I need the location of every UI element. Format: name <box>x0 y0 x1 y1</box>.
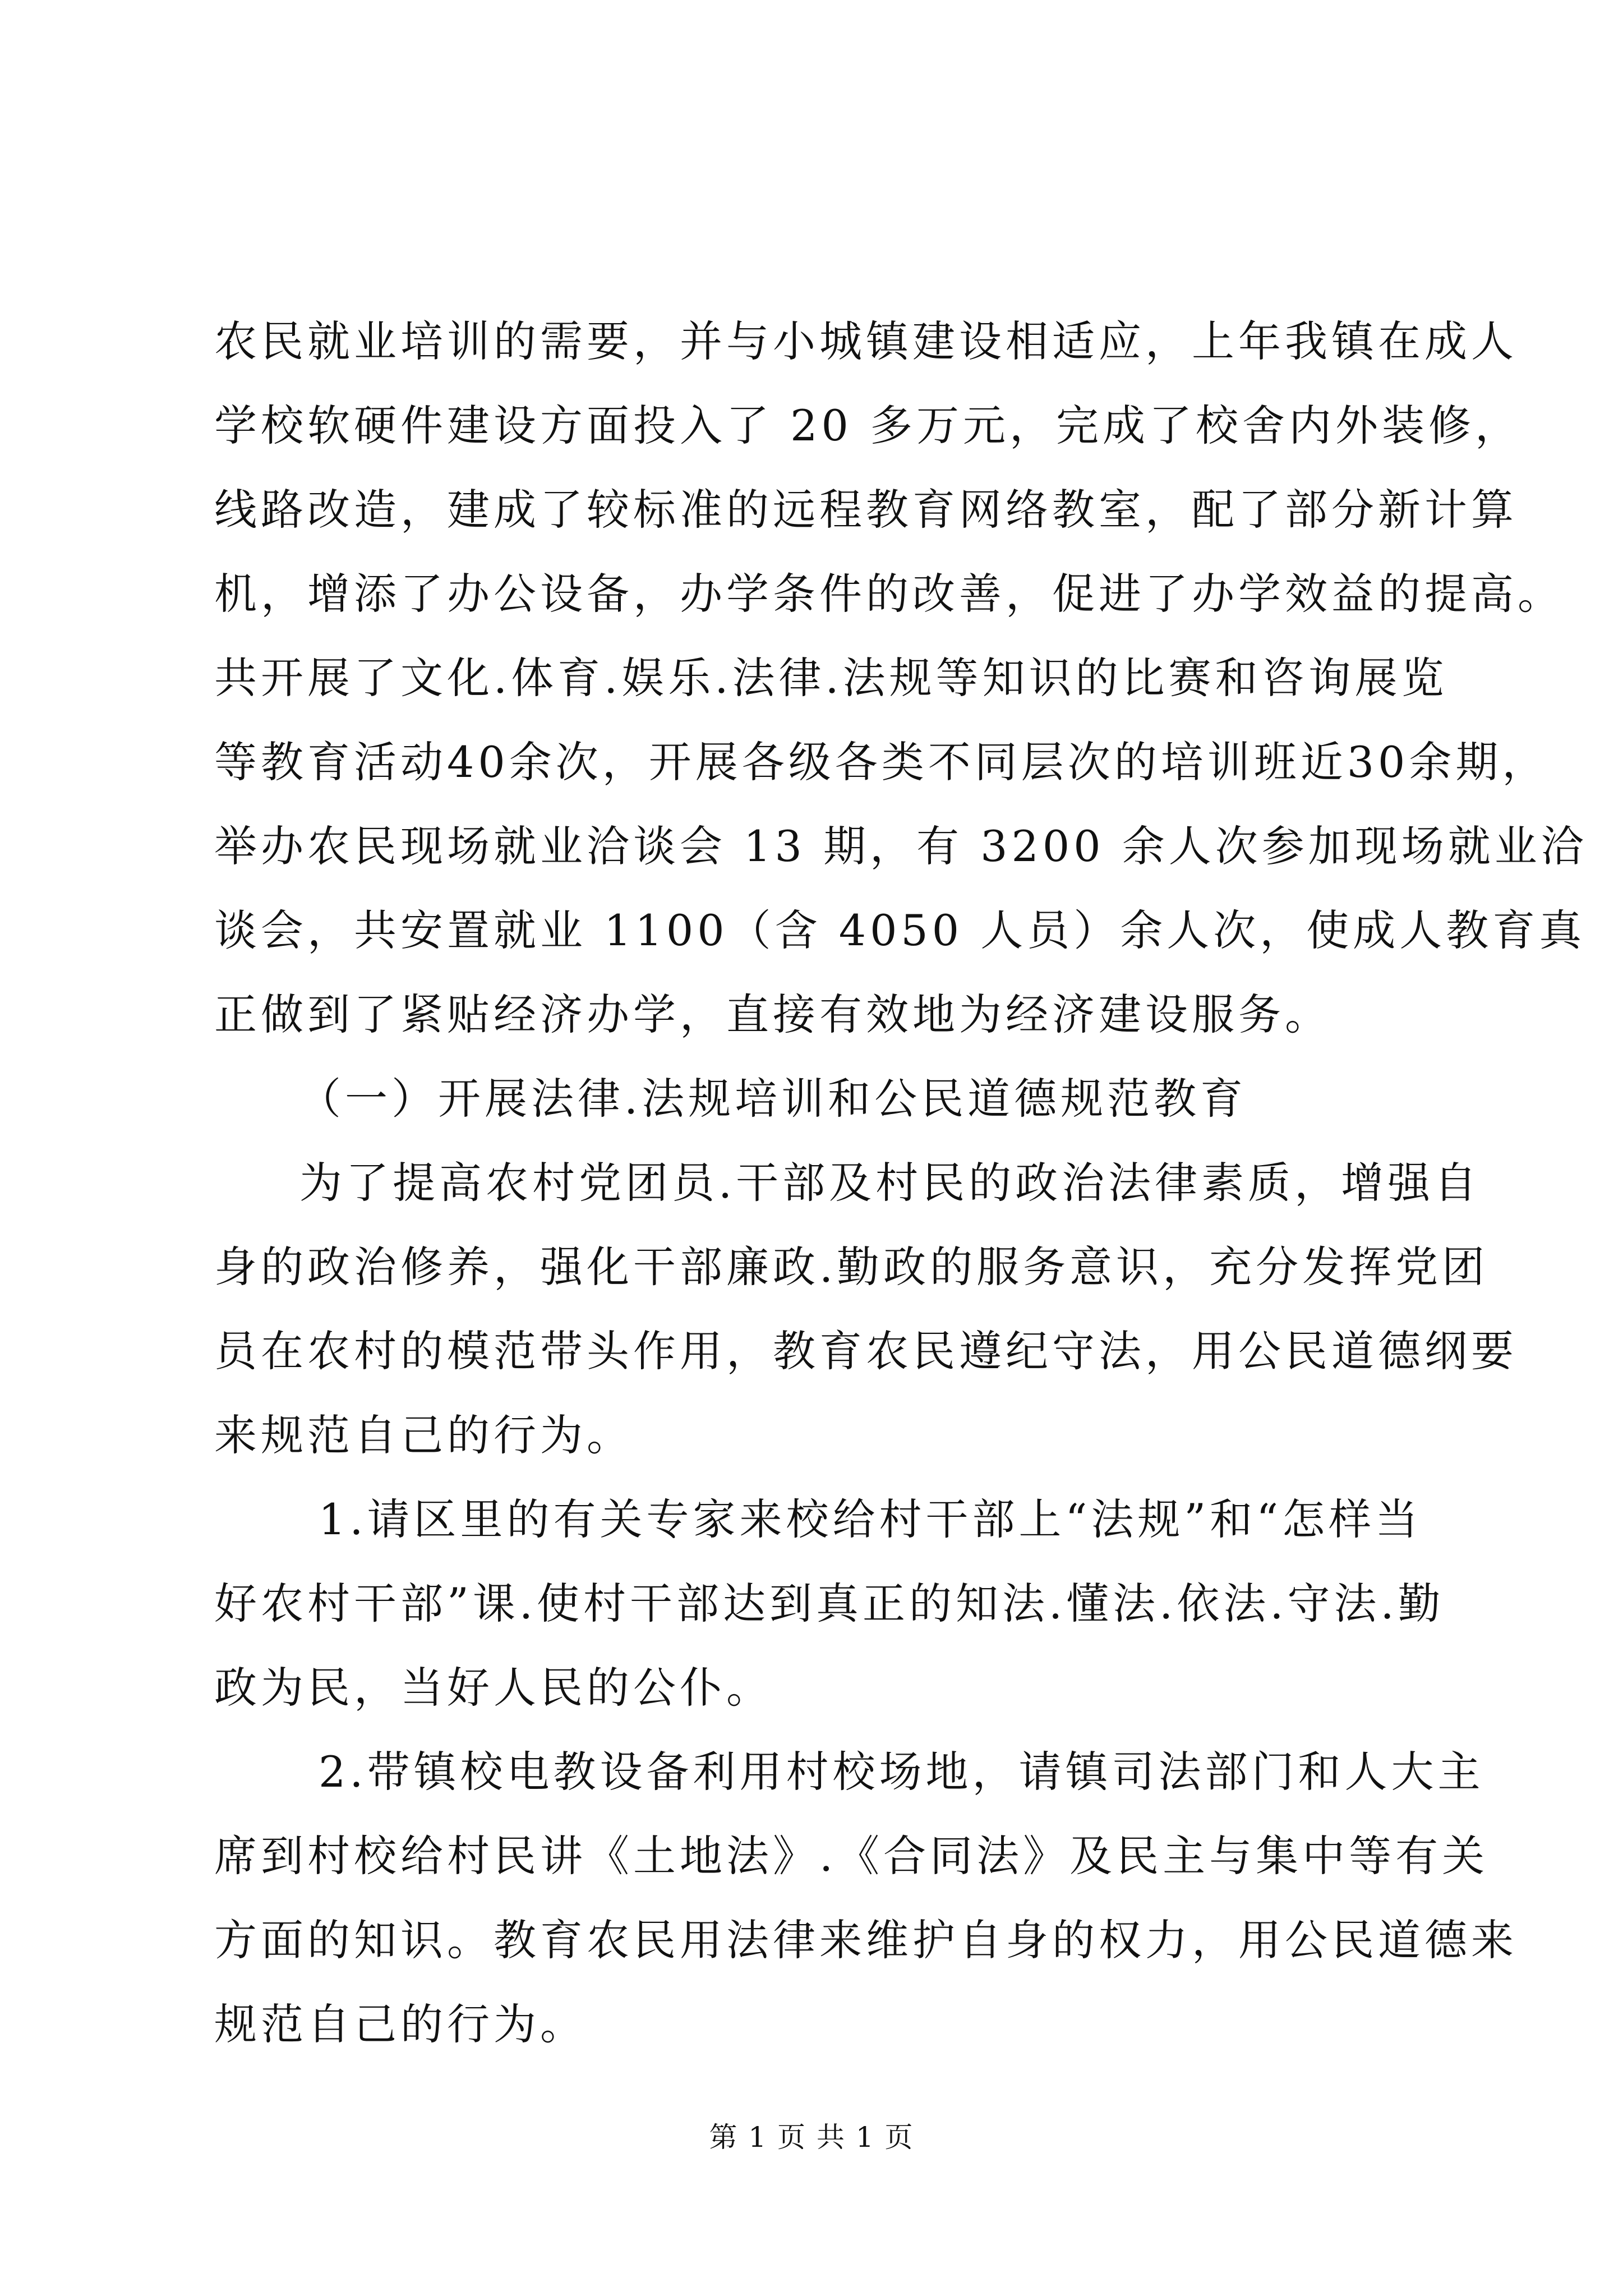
paragraph-1 <box>214 300 1588 1057</box>
section-heading: （一）开展法律.法规培训和公民道德规范教育 <box>298 1074 1247 1124</box>
text-line: 共开展了文化.体育.娱乐.法律.法规等知识的比赛和咨询展览 <box>214 653 1448 703</box>
text-line: 农民就业培训的需要，并与小城镇建设相适应，上年我镇在成人 <box>214 316 1518 366</box>
text-line: 为了提高农村党团员.干部及村民的政治法律素质，增强自 <box>299 1158 1481 1208</box>
text-line: 1.请区里的有关专家来校给村干部上“法规”和“怎样当 <box>319 1494 1422 1544</box>
text-line: 学校软硬件建设方面投入了 20 多万元，完成了校舍内外装修， <box>214 401 1522 450</box>
text-line: 员在农村的模范带头作用，教育农民遵纪守法，用公民道德纲要 <box>214 1326 1518 1376</box>
text-line: 好农村干部”课.使村干部达到真正的知法.懂法.依法.守法.勤 <box>214 1579 1445 1628</box>
text-line: 举办农民现场就业洽谈会 13 期，有 3200 余人次参加现场就业洽 <box>214 821 1588 871</box>
text-line: 身的政治修养，强化干部廉政.勤政的服务意识，充分发挥党团 <box>214 1242 1489 1292</box>
document-body <box>214 300 1588 2067</box>
text-line: 谈会，共安置就业 1100（含 4050 人员）余人次，使成人教育真 <box>214 905 1586 955</box>
text-line: 2.带镇校电教设备利用村校场地，请镇司法部门和人大主 <box>319 1747 1484 1797</box>
text-line: 规范自己的行为。 <box>214 1999 587 2049</box>
text-line: 正做到了紧贴经济办学，直接有效地为经济建设服务。 <box>214 990 1331 1039</box>
text-line: 机，增添了办公设备，办学条件的改善，促进了办学效益的提高。 <box>214 569 1564 619</box>
list-item-1 <box>214 1478 1445 1730</box>
text-line: 方面的知识。教育农民用法律来维护自身的权力，用公民道德来 <box>214 1915 1518 1965</box>
text-line: 来规范自己的行为。 <box>214 1410 633 1460</box>
text-line: 等教育活动40余次，开展各级各类不同层次的培训班近30余期， <box>214 737 1549 787</box>
paragraph-2 <box>214 1141 1518 1478</box>
page-number-footer: 第 1 页 共 1 页 <box>709 2121 914 2154</box>
text-line: 政为民，当好人民的公仆。 <box>214 1663 773 1713</box>
text-line: 线路改造，建成了较标准的远程教育网络教室，配了部分新计算 <box>214 485 1518 535</box>
list-item-2 <box>214 1730 1518 2067</box>
text-line: 席到村校给村民讲《土地法》.《合同法》及民主与集中等有关 <box>214 1831 1489 1881</box>
